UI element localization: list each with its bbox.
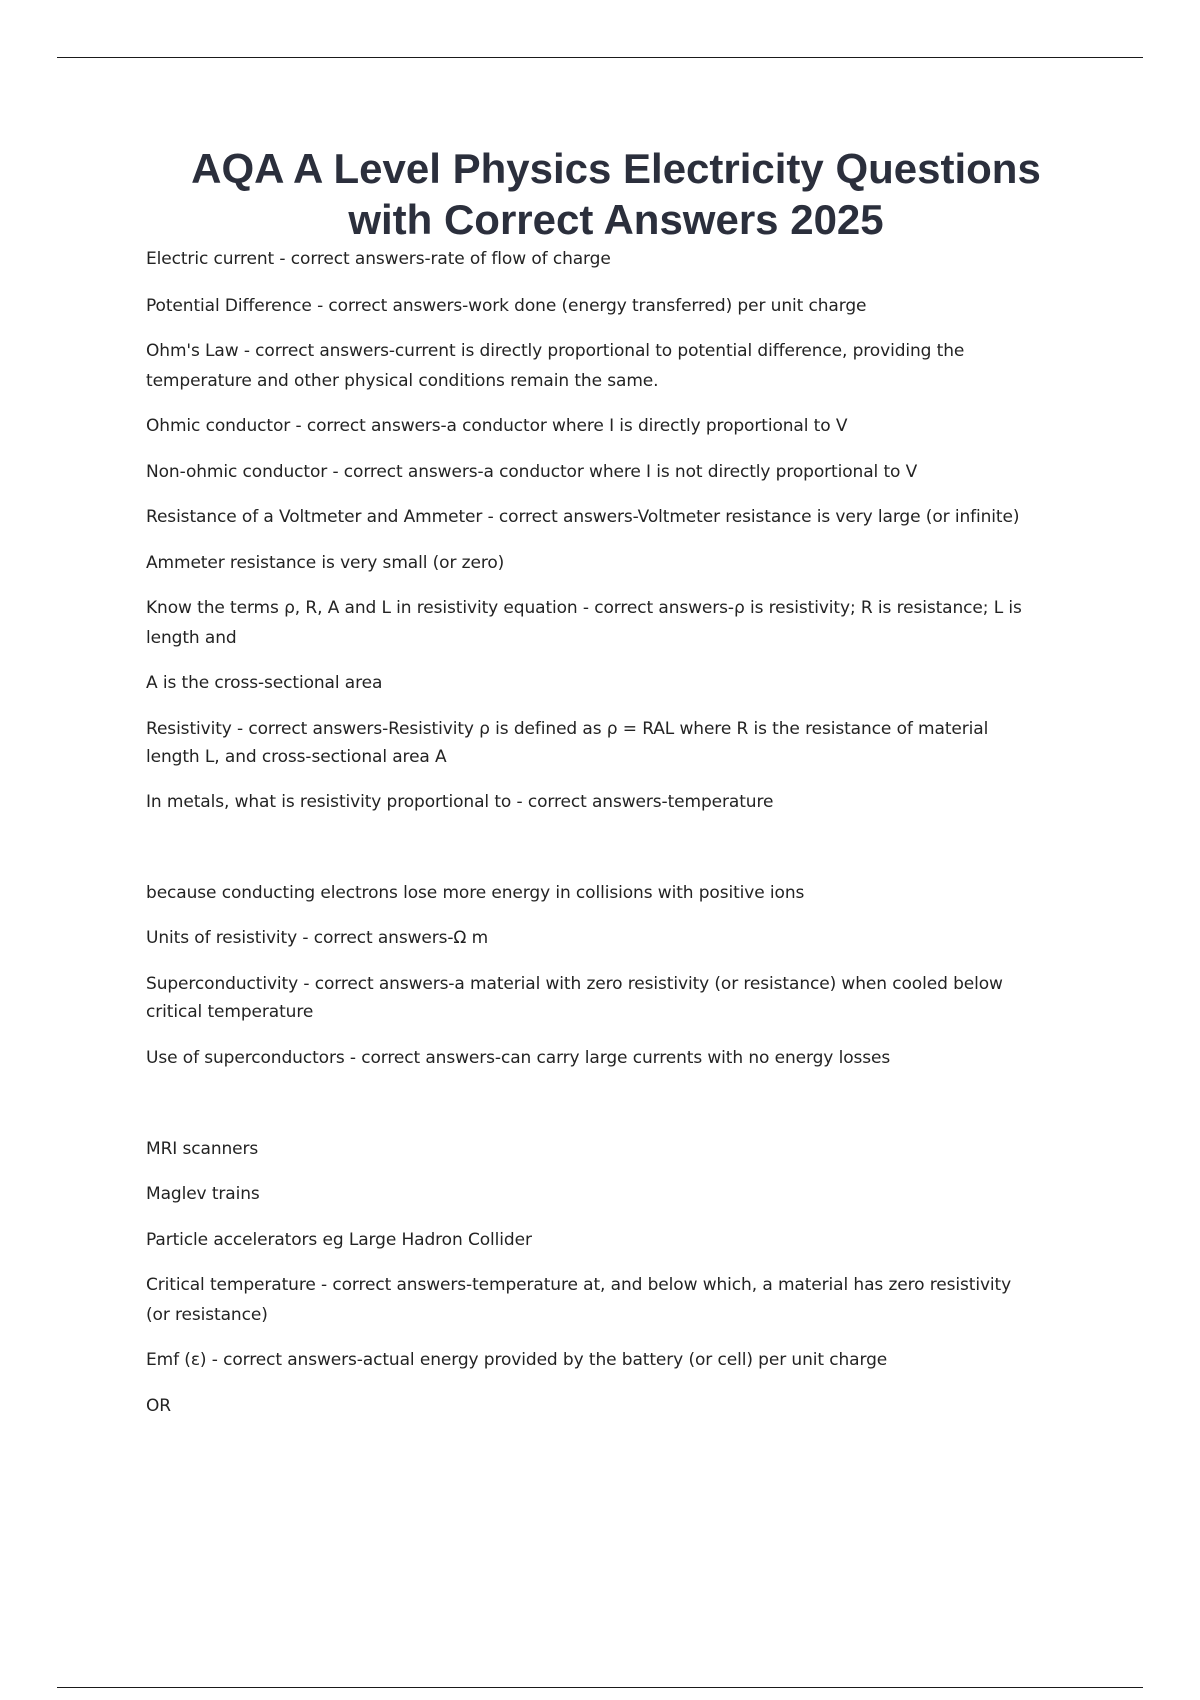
- definition-resistivity-terms-line1: Know the terms ρ, R, A and L in resistivity equation - correct answers-ρ is resistivity; R is resistance; L is: [146, 598, 1022, 618]
- ammeter-resistance-text: Ammeter resistance is very small (or zero): [146, 553, 505, 573]
- definition-ohms-law-line2: temperature and other physical conditions remain the same.: [146, 371, 659, 391]
- definition-meter-resistance: Resistance of a Voltmeter and Ammeter - correct answers-Voltmeter resistance is very large (or infinite): [146, 507, 1020, 527]
- definition-resistivity-line1: Resistivity - correct answers-Resistivity ρ is defined as ρ = RAL where R is the resistance of material: [146, 719, 989, 739]
- definition-electric-current: Electric current - correct answers-rate of flow of charge: [146, 249, 611, 269]
- document-title: [100, 143, 1132, 245]
- definition-superconductivity-line2: critical temperature: [146, 1002, 314, 1022]
- top-rule: [57, 57, 1143, 58]
- definition-resistivity-terms-line2: length and: [146, 628, 237, 648]
- definition-units-resistivity: Units of resistivity - correct answers-Ω m: [146, 928, 489, 948]
- question-metals-resistivity: In metals, what is resistivity proportional to - correct answers-temperature: [146, 792, 774, 812]
- or-text: OR: [146, 1396, 171, 1416]
- definition-superconductivity-line1: Superconductivity - correct answers-a material with zero resistivity (or resistance) when cooled below: [146, 974, 1003, 994]
- bottom-rule: [57, 1687, 1143, 1688]
- definition-emf: Emf (ε) - correct answers-actual energy provided by the battery (or cell) per unit charge: [146, 1350, 888, 1370]
- list-item-maglev-trains: Maglev trains: [146, 1184, 260, 1204]
- cross-sectional-area-text: A is the cross-sectional area: [146, 673, 383, 693]
- list-item-mri-scanners: MRI scanners: [146, 1139, 259, 1159]
- definition-ohms-law-line1: Ohm's Law - correct answers-current is directly proportional to potential difference, providing the: [146, 341, 965, 361]
- list-item-particle-accelerators: Particle accelerators eg Large Hadron Collider: [146, 1230, 532, 1250]
- definition-ohmic-conductor: Ohmic conductor - correct answers-a conductor where I is directly proportional to V: [146, 416, 848, 436]
- title-line-2: with Correct Answers 2025: [348, 196, 884, 243]
- definition-non-ohmic-conductor: Non-ohmic conductor - correct answers-a conductor where I is not directly proportional to V: [146, 462, 918, 482]
- definition-critical-temperature-line2: (or resistance): [146, 1305, 268, 1325]
- definition-resistivity-line2: length L, and cross-sectional area A: [146, 747, 447, 767]
- definition-use-of-superconductors: Use of superconductors - correct answers-can carry large currents with no energy losses: [146, 1048, 891, 1068]
- title-line-1: AQA A Level Physics Electricity Questions: [191, 145, 1041, 192]
- definition-potential-difference: Potential Difference - correct answers-work done (energy transferred) per unit charge: [146, 296, 867, 316]
- definition-critical-temperature-line1: Critical temperature - correct answers-temperature at, and below which, a material has zero resistivity: [146, 1275, 1012, 1295]
- explanation-collisions: because conducting electrons lose more energy in collisions with positive ions: [146, 883, 805, 903]
